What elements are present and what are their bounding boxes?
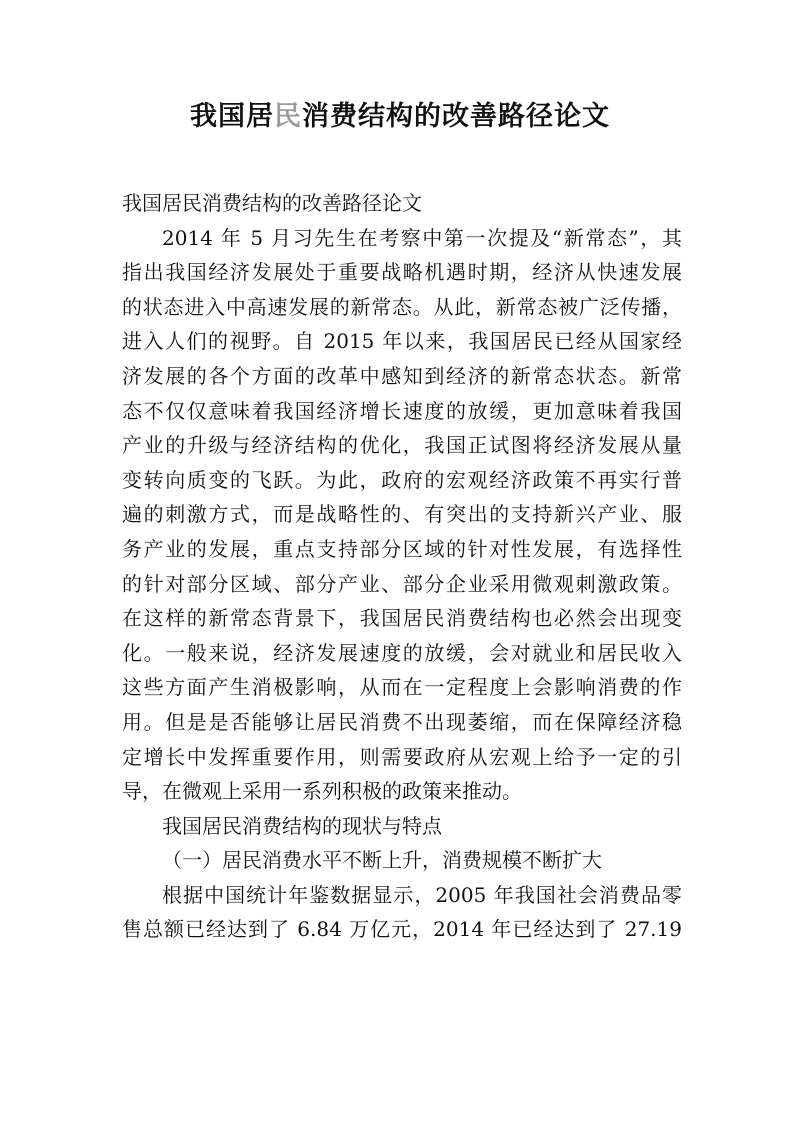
subtitle: 我国居民消费结构的改善路径论文 xyxy=(122,191,422,215)
section-heading: 我国居民消费结构的现状与特点 xyxy=(162,813,442,838)
paragraph-line: 态不仅仅意味着我国经济增长速度的放缓，更加意味着我国 xyxy=(122,398,682,423)
paragraph-line: 务产业的发展，重点支持部分区域的针对性发展，有选择性 xyxy=(122,536,682,561)
paragraph-line: 售总额已经达到了 6.84 万亿元，2014 年已经达到了 27.19 xyxy=(122,917,682,942)
paragraph-line: 导，在微观上采用一系列积极的政策来推动。 xyxy=(122,779,522,804)
paragraph-line: 2014 年 5 月习先生在考察中第一次提及“新常态”，其 xyxy=(162,225,682,250)
paragraph-line: 在这样的新常态背景下，我国居民消费结构也必然会出现变 xyxy=(122,606,682,631)
paragraph-line: 的针对部分区域、部分产业、部分企业采用微观刺激政策。 xyxy=(122,571,682,596)
paragraph-line: 进入人们的视野。自 2015 年以来，我国居民已经从国家经 xyxy=(122,329,682,354)
paragraph-line: 这些方面产生消极影响，从而在一定程度上会影响消费的作 xyxy=(122,675,682,700)
paragraph-line: 的状态进入中高速发展的新常态。从此，新常态被广泛传播， xyxy=(122,294,682,319)
title-part: 消费结构的改善路径论文 xyxy=(302,101,610,132)
paragraph-line: 产业的升级与经济结构的优化，我国正试图将经济发展从量 xyxy=(122,433,682,458)
document-body xyxy=(122,186,682,947)
subsection-heading: （一）居民消费水平不断上升，消费规模不断扩大 xyxy=(162,848,602,873)
paragraph-line: 济发展的各个方面的改革中感知到经济的新常态状态。新常 xyxy=(122,363,682,388)
paragraph-line: 遍的刺激方式，而是战略性的、有突出的支持新兴产业、服 xyxy=(122,502,682,527)
title-part: 我国居 xyxy=(190,101,274,132)
document-title xyxy=(0,94,800,133)
title-faint-char: 民 xyxy=(274,101,302,132)
paragraph-line: 定增长中发挥重要作用，则需要政府从宏观上给予一定的引 xyxy=(122,744,682,769)
paragraph-line: 根据中国统计年鉴数据显示，2005 年我国社会消费品零 xyxy=(162,882,682,907)
paragraph-line: 用。但是是否能够让居民消费不出现萎缩，而在保障经济稳 xyxy=(122,709,682,734)
paragraph-line: 化。一般来说，经济发展速度的放缓，会对就业和居民收入 xyxy=(122,640,682,665)
paragraph-line: 指出我国经济发展处于重要战略机遇时期，经济从快速发展 xyxy=(122,260,682,285)
paragraph-line: 变转向质变的飞跃。为此，政府的宏观经济政策不再实行普 xyxy=(122,467,682,492)
